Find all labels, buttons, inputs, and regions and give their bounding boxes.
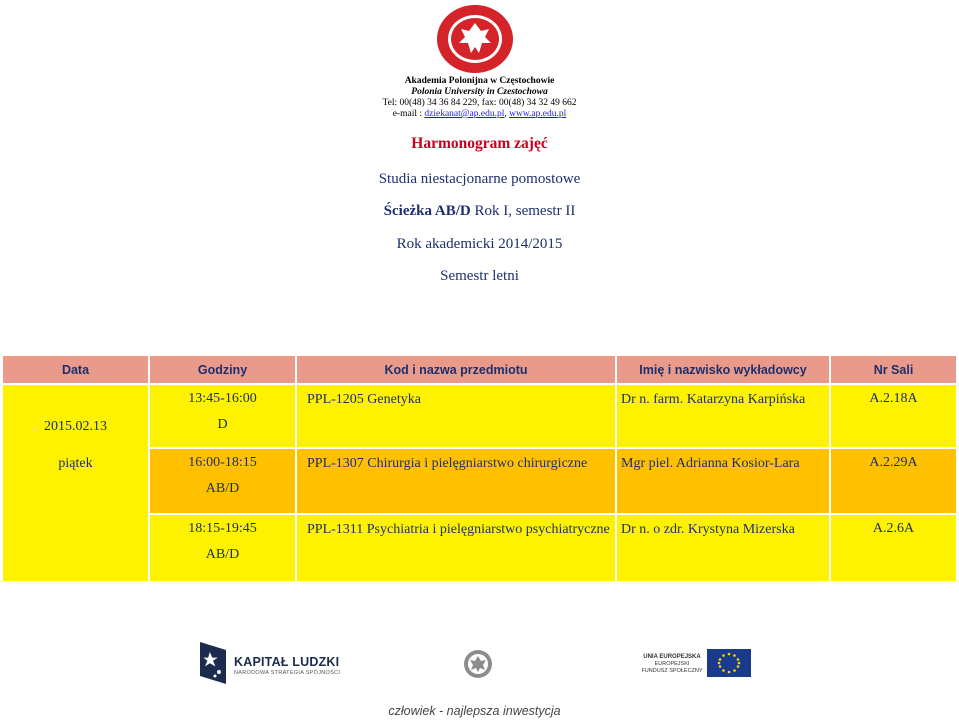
- tagline-text: człowiek - najlepsza inwestycja: [388, 704, 561, 718]
- hours-value: 13:45-16:00: [188, 391, 257, 406]
- room-cell: A.2.18A: [830, 384, 957, 448]
- group-value: AB/D: [205, 547, 240, 562]
- contact-line: [0, 109, 959, 120]
- email-link[interactable]: dziekanat@ap.edu.pl: [424, 109, 505, 119]
- separator: ,: [504, 109, 510, 119]
- university-name-en: Polonia University in Czestochowa: [411, 87, 548, 97]
- path-label: Ścieżka AB/D: [383, 203, 471, 219]
- date-value: 2015.02.13: [44, 419, 107, 434]
- tagline: [0, 704, 959, 718]
- eu-line-3: FUNDUSZ SPOŁECZNY: [641, 668, 703, 674]
- kapital-ludzki-sub: NARODOWA STRATEGIA SPÓJNOŚCI: [234, 670, 341, 676]
- hours-value: 18:15-19:45: [188, 521, 257, 536]
- footer-logos: [0, 632, 959, 722]
- header-room: Nr Sali: [830, 355, 957, 384]
- weekday-value: piątek: [58, 456, 93, 471]
- header-hours: Godziny: [149, 355, 296, 384]
- kapital-ludzki-logo-icon: [200, 642, 226, 684]
- subject-cell: PPL-1307 Chirurgia i pielęgniarstwo chirurgiczne: [296, 448, 616, 514]
- hours-cell: [149, 384, 296, 448]
- eu-flag-icon: [707, 649, 751, 677]
- path-rest: Rok I, semestr II: [470, 203, 576, 219]
- eu-line-2: EUROPEJSKI: [654, 661, 690, 667]
- schedule-title: Harmonogram zajęć: [411, 135, 548, 152]
- study-type: Studia niestacjonarne pomostowe: [378, 171, 581, 187]
- group-value: D: [217, 417, 228, 432]
- university-seal-icon: [434, 3, 516, 75]
- university-name-pl: Akademia Polonijna w Częstochowie: [404, 76, 555, 86]
- subject-cell: PPL-1205 Genetyka: [296, 384, 616, 448]
- website-link[interactable]: www.ap.edu.pl: [509, 109, 567, 119]
- date-cell: [2, 384, 149, 582]
- path-line: [0, 203, 959, 220]
- eu-line-1: UNIA EUROPEJSKA: [643, 654, 701, 660]
- teacher-cell: Dr n. farm. Katarzyna Karpińska: [616, 384, 830, 448]
- academic-year: Rok akademicki 2014/2015: [396, 236, 563, 252]
- teacher-cell: Mgr piel. Adrianna Kosior-Lara: [616, 448, 830, 514]
- subject-cell: PPL-1311 Psychiatria i pielęgniarstwo psychiatryczne: [296, 514, 616, 582]
- header-subject: Kod i nazwa przedmiotu: [296, 355, 616, 384]
- header-date: Data: [2, 355, 149, 384]
- eu-label: [640, 654, 704, 675]
- hours-cell: [149, 514, 296, 582]
- phone-line: Tel: 00(48) 34 36 84 229, fax: 00(48) 34 32 49 662: [382, 98, 577, 108]
- table-row: [2, 384, 957, 448]
- hours-cell: [149, 448, 296, 514]
- room-cell: A.2.6A: [830, 514, 957, 582]
- email-prefix: e-mail :: [392, 109, 425, 119]
- semester: Semestr letni: [440, 268, 519, 284]
- table-header-row: [2, 355, 957, 384]
- room-cell: A.2.29A: [830, 448, 957, 514]
- group-value: AB/D: [205, 481, 240, 496]
- schedule-table: [1, 354, 958, 583]
- kapital-ludzki-label: KAPITAŁ LUDZKI: [234, 655, 340, 669]
- header-teacher: Imię i nazwisko wykładowcy: [616, 355, 830, 384]
- hours-value: 16:00-18:15: [188, 455, 257, 470]
- teacher-cell: Dr n. o zdr. Krystyna Mizerska: [616, 514, 830, 582]
- polish-eagle-seal-icon: [463, 649, 493, 679]
